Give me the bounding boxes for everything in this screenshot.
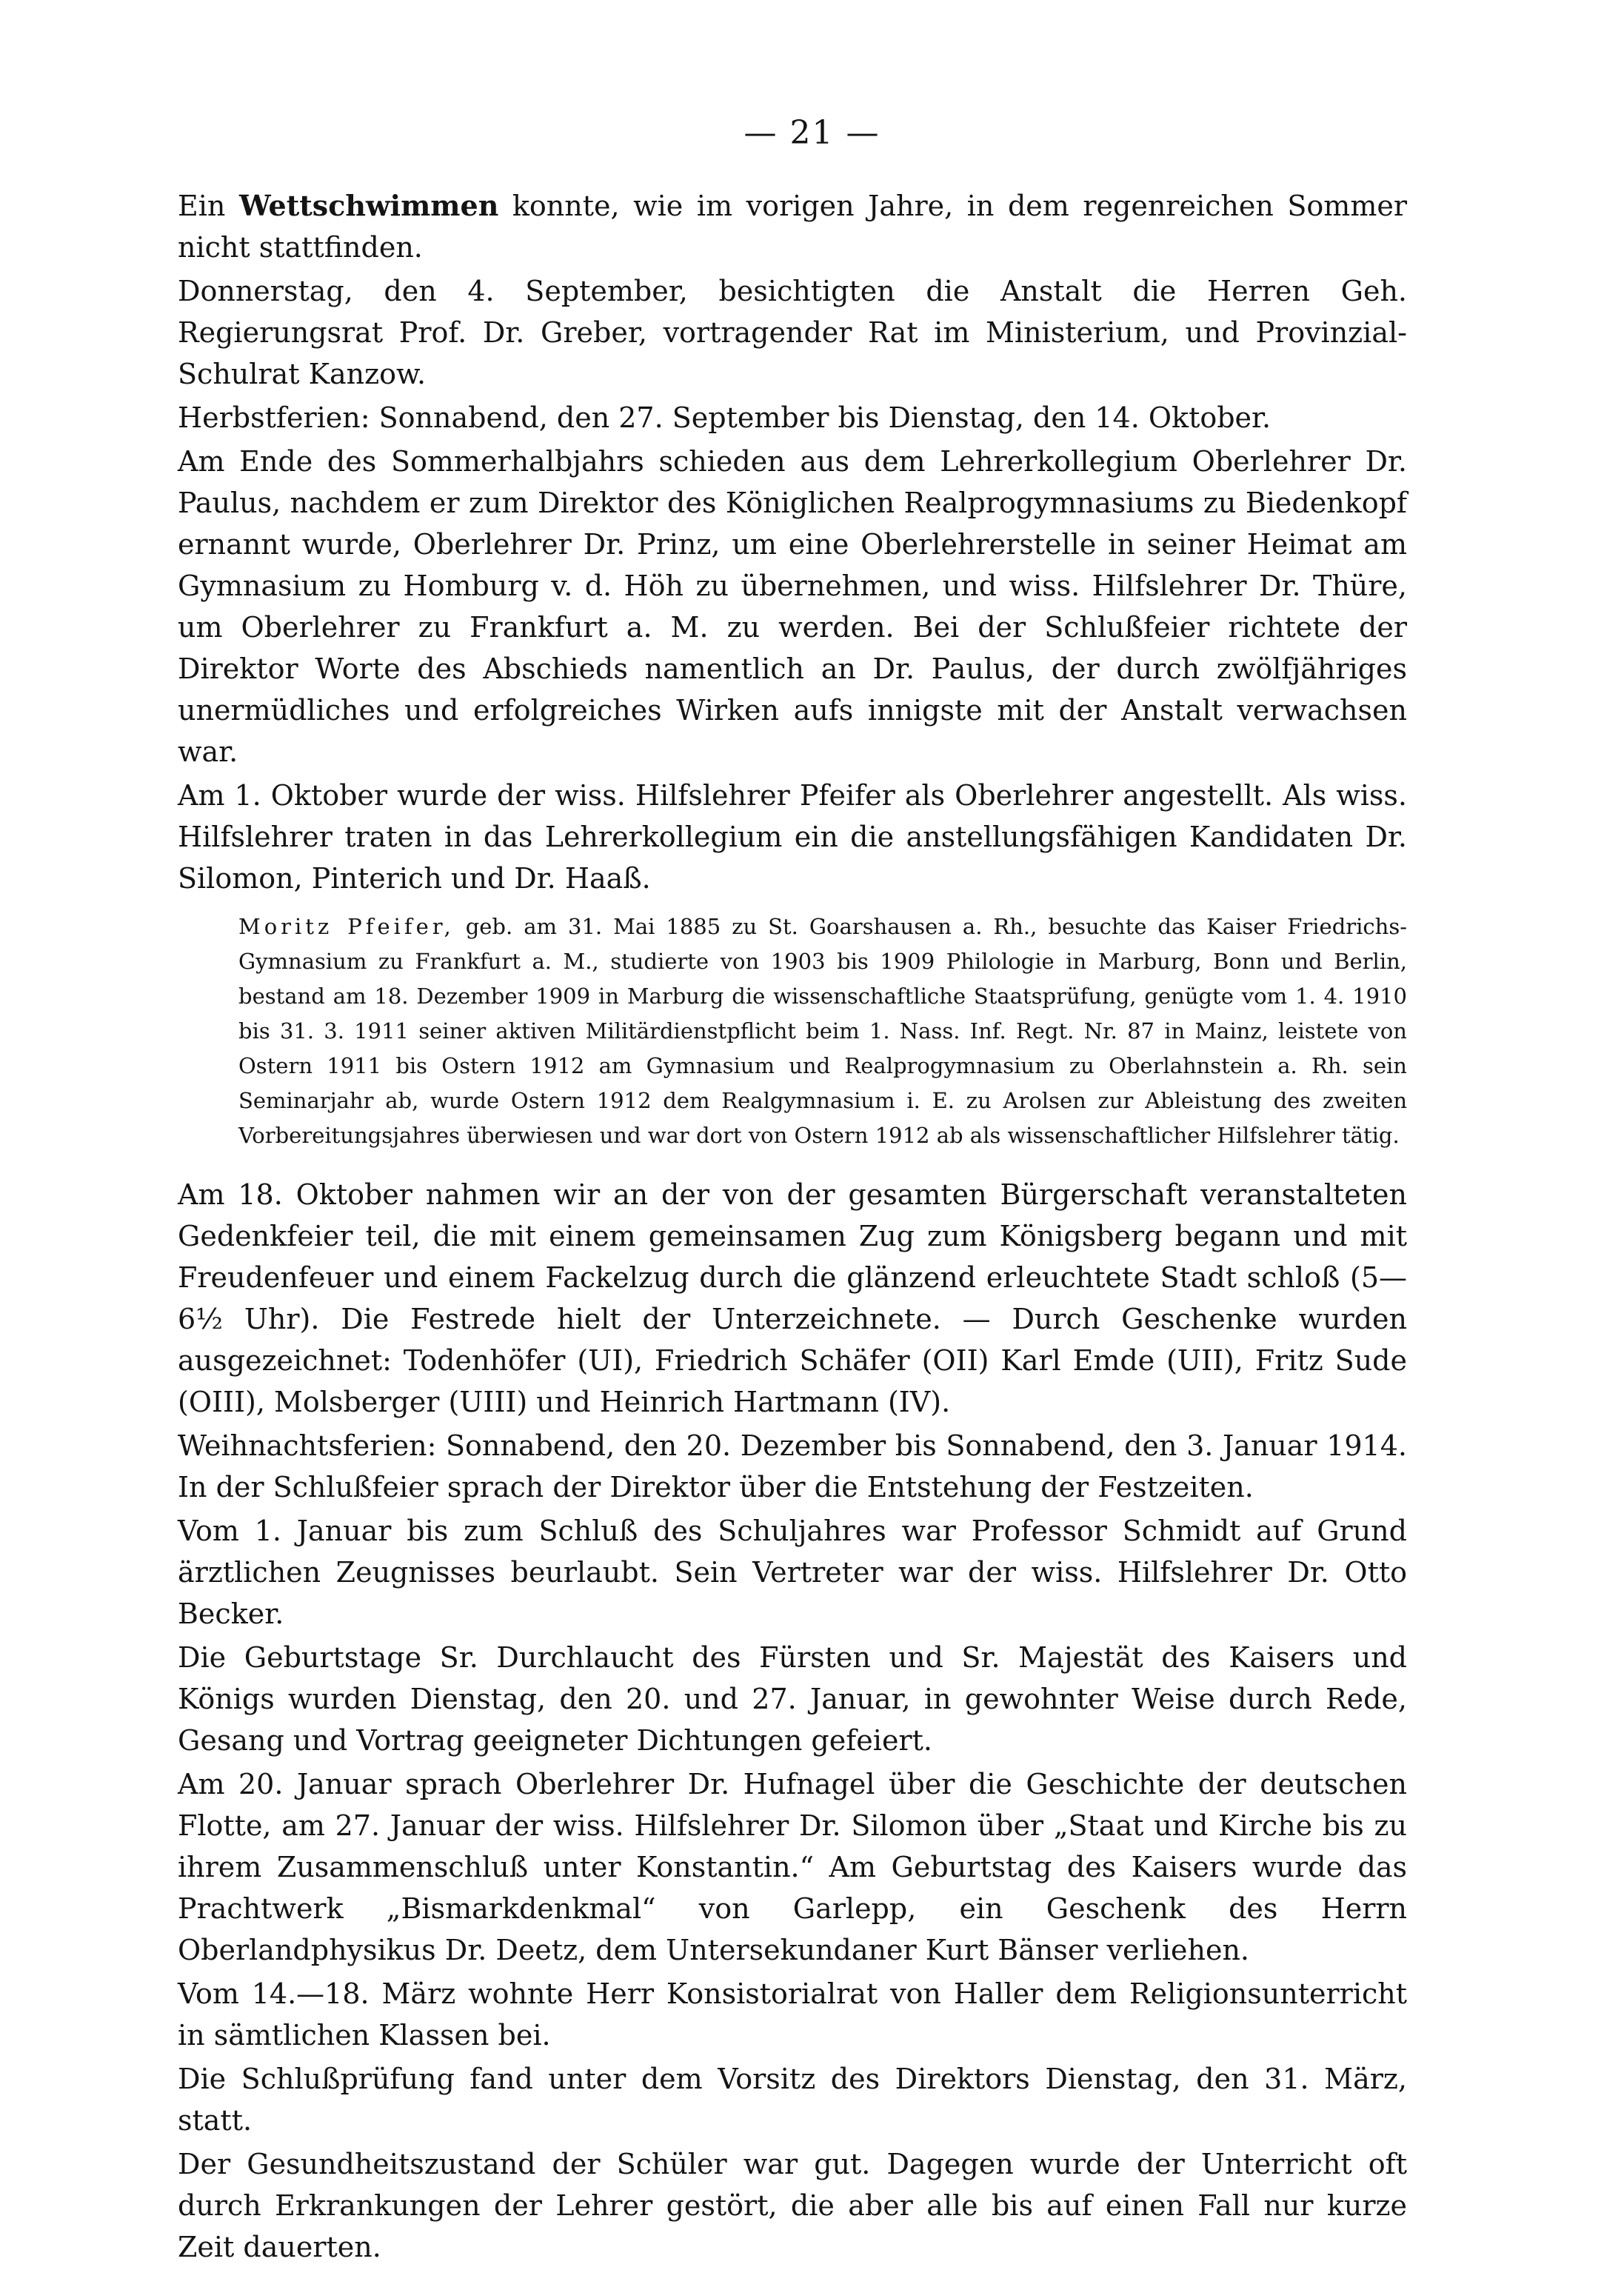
paragraph-birthdays: Die Geburtstage Sr. Durchlaucht des Fürsten und Sr. Majestät des Kaisers und Königs wurden Dienstag, den 20. und 27. Januar, in gewohnter Weise durch Rede, Gesang und Vortrag geeigneter Dichtungen gefeiert. — [178, 1641, 1407, 1757]
biography-note — [238, 909, 1407, 1153]
paragraph-new-staff: Am 1. Oktober wurde der wiss. Hilfslehrer Pfeifer als Oberlehrer angestellt. Als wiss. Hilfslehrer traten in das Lehrerkollegium ein die anstellungsfähigen Kandidaten Dr. Silomon, Pinterich und Dr. Haaß. — [178, 779, 1407, 895]
paragraph-final-exam: Die Schlußprüfung fand unter dem Vorsitz des Direktors Dienstag, den 31. März, statt. — [178, 2063, 1407, 2137]
page-number: — 21 — — [744, 114, 880, 152]
paragraph-gedenkfeier: Am 18. Oktober nahmen wir an der von der gesamten Bürgerschaft veranstalteten Gedenkfeier teil, die mit einem gemeinsamen Zug zum Königsberg begann und mit Freudenfeuer und einem Fackelzug durch die glänzend erleuchtete Stadt schloß (5—6½ Uhr). Die Festrede hielt der Unterzeichnete. — Durch Geschenke wurden ausgezeichnet: Todenhöfer (UI), Friedrich Schäfer (OII) Karl Emde (UII), Fritz Sude (OIII), Molsberger (UIII) und Heinrich Hartmann (IV). — [178, 1178, 1407, 1418]
paragraph-text: konnte, wie im vorigen Jahre, in dem regenreichen Sommer nicht stattfinden. — [178, 190, 1408, 264]
biography-text: geb. am 31. Mai 1885 zu St. Goarshausen a. Rh., besuchte das Kaiser Friedrichs-Gymnasium zu Frankfurt a. M., studierte von 1903 bis 1909 Philologie in Marburg, Bonn und Berlin, bestand am 18. Dezember 1909 in Marburg die wissenschaftliche Staatsprüfung, genügte vom 1. 4. 1910 bis 31. 3. 1911 seiner aktiven Militärdienstpflicht beim 1. Nass. Inf. Regt. Nr. 87 in Mainz, leistete von Ostern 1911 bis Ostern 1912 am Gymnasium und Realprogymnasium zu Oberlahnstein a. Rh. sein Seminarjahr ab, wurde Ostern 1912 dem Realgymnasium i. E. zu Arolsen zur Ableistung des zweiten Vorbereitungsjahres überwiesen und war dort von Ostern 1912 ab als wissenschaftlicher Hilfslehrer tätig. — [238, 914, 1407, 1148]
paragraph-lectures: Am 20. Januar sprach Oberlehrer Dr. Hufnagel über die Geschichte der deutschen Flotte, am 27. Januar der wiss. Hilfslehrer Dr. Silomon über „Staat und Kirche bis zu ihrem Zusammenschluß unter Konstantin.“ Am Geburtstag des Kaisers wurde das Prachtwerk „Bismarkdenkmal“ von Garlepp, ein Geschenk des Herrn Oberlandphysikus Dr. Deetz, dem Untersekundaner Kurt Bänser verliehen. — [178, 1768, 1407, 1966]
paragraph-leave: Vom 1. Januar bis zum Schluß des Schuljahres war Professor Schmidt auf Grund ärztlichen Zeugnisses beurlaubt. Sein Vertreter war der wiss. Hilfslehrer Dr. Otto Becker. — [178, 1515, 1407, 1630]
paragraph-staff-departures: Am Ende des Sommerhalbjahrs schieden aus dem Lehrerkollegium Oberlehrer Dr. Paulus, nachdem er zum Direktor des Königlichen Realprogymnasiums zu Biedenkopf ernannt wurde, Oberlehrer Dr. Prinz, um eine Oberlehrerstelle in seiner Heimat am Gymnasium zu Homburg v. d. Höh zu übernehmen, und wiss. Hilfslehrer Dr. Thüre, um Oberlehrer zu Frankfurt a. M. zu werden. Bei der Schlußfeier richtete der Direktor Worte des Abschieds namentlich an Dr. Paulus, der durch zwölfjähriges unermüdliches und erfolgreiches Wirken aufs innigste mit der Anstalt verwachsen war. — [178, 445, 1407, 768]
paragraph-health: Der Gesundheitszustand der Schüler war gut. Dagegen wurde der Unterricht oft durch Erkrankungen der Lehrer gestört, die aber alle bis auf einen Fall nur kurze Zeit dauerten. — [178, 2148, 1407, 2263]
body-text — [178, 185, 1407, 2270]
paragraph-herbstferien: Herbstferien: Sonnabend, den 27. September bis Dienstag, den 14. Oktober. — [178, 401, 1272, 434]
paragraph-text: Ein — [178, 190, 239, 222]
bold-term: Wettschwimmen — [238, 189, 499, 222]
paragraph-weihnachtsferien: Weihnachtsferien: Sonnabend, den 20. Dezember bis Sonnabend, den 3. Januar 1914. In der Schlußfeier sprach der Direktor über die Entstehung der Festzeiten. — [178, 1429, 1407, 1503]
paragraph-inspection: Vom 14.—18. März wohnte Herr Konsistorialrat von Haller dem Religionsunterricht in sämtlichen Klassen bei. — [178, 1977, 1407, 2052]
biography-name: Moritz Pfeifer, — [238, 914, 455, 939]
paragraph-wettschwimmen — [178, 185, 1407, 268]
paragraph-visit: Donnerstag, den 4. September, besichtigten die Anstalt die Herren Geh. Regierungsrat Prof. Dr. Greber, vortragender Rat im Ministerium, und Provinzial-Schulrat Kanzow. — [178, 275, 1407, 390]
